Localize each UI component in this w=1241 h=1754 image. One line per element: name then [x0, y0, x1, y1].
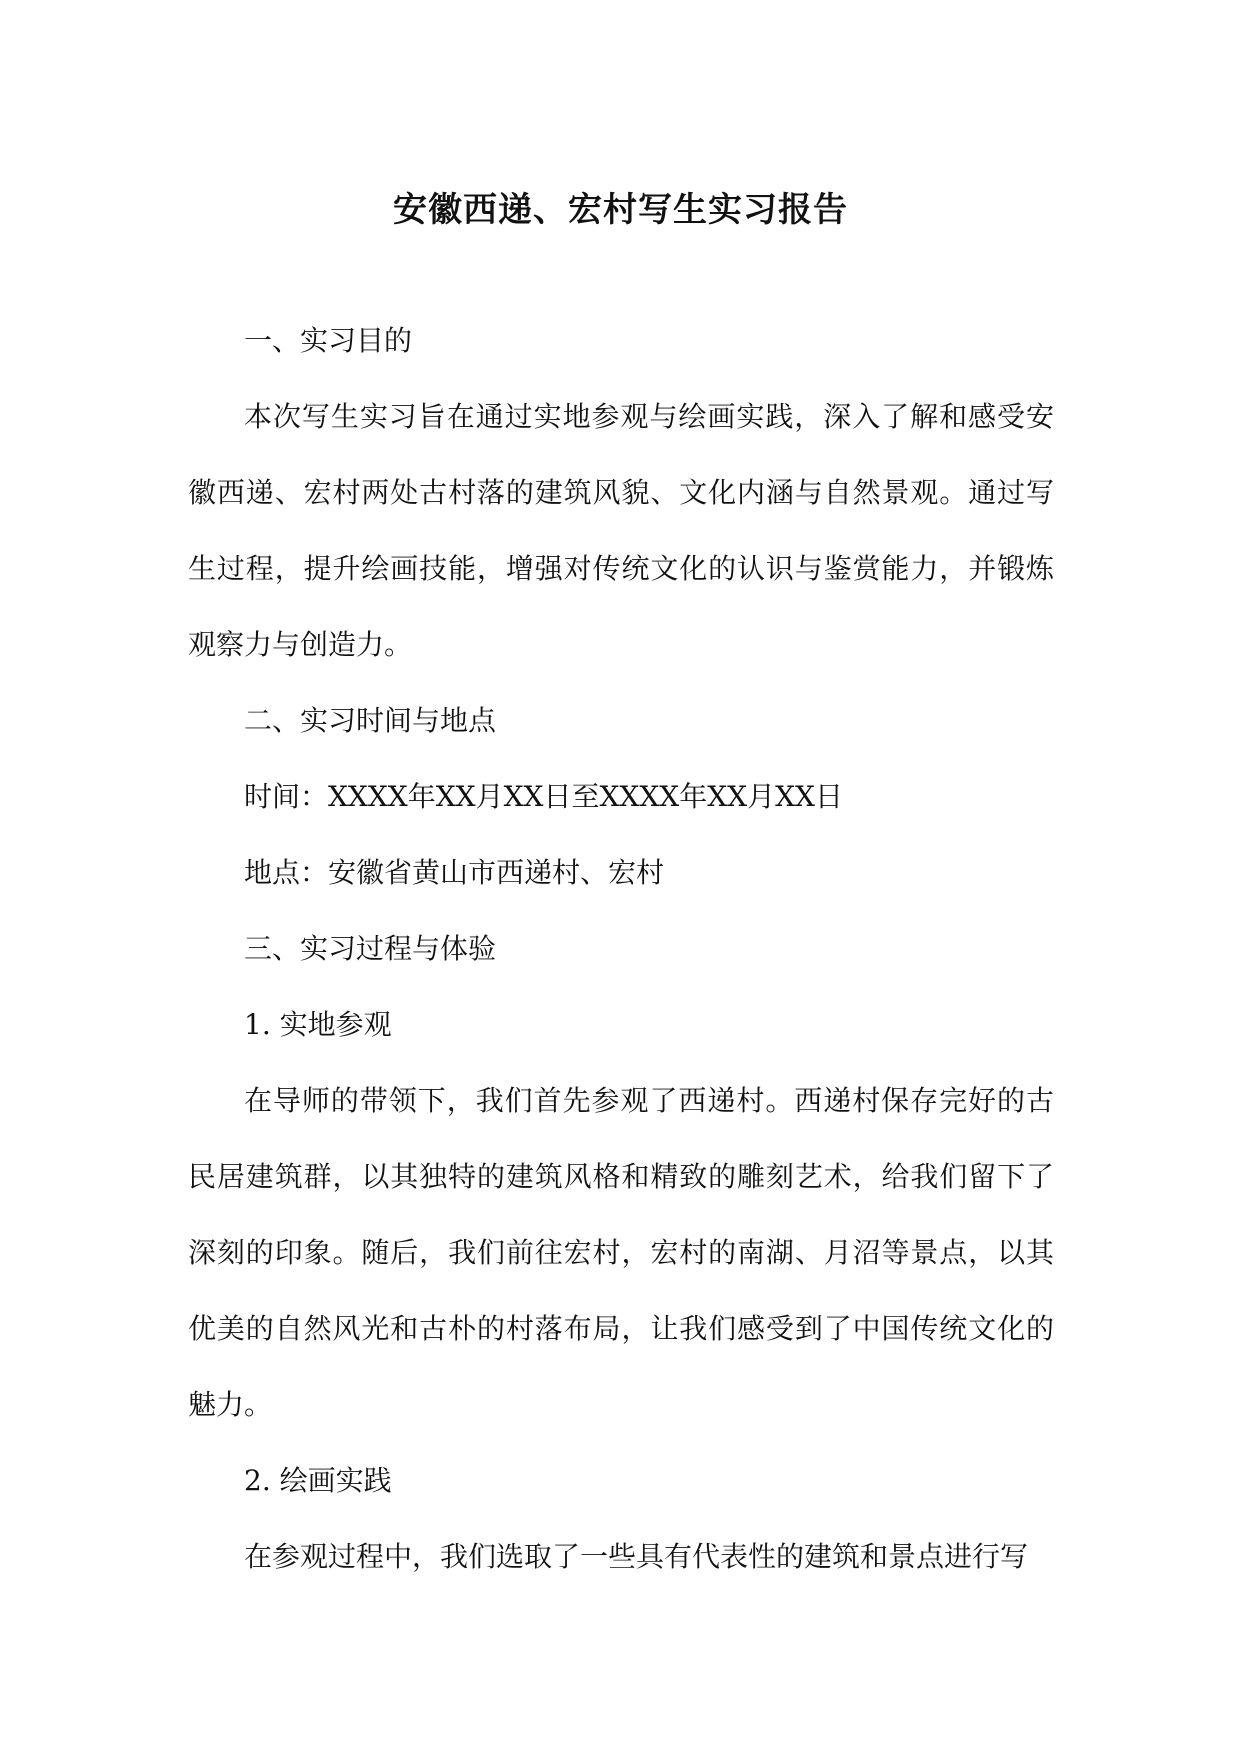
paragraph-site-visit: 在导师的带领下，我们首先参观了西递村。西递村保存完好的古民居建筑群，以其独特的建筑风格和精致的雕刻艺术，给我们留下了深刻的印象。随后，我们前往宏村，宏村的南湖、月沼等景点，以其优美的自然风光和古朴的村落布局，让我们感受到了中国传统文化的魅力。: [188, 1084, 1054, 1421]
paragraph-purpose: 本次写生实习旨在通过实地参观与绘画实践，深入了解和感受安徽西递、宏村两处古村落的建筑风貌、文化内涵与自然景观。通过写生过程，提升绘画技能，增强对传统文化的认识与鉴赏能力，并锻炼观察力与创造力。: [188, 400, 1054, 661]
section-heading-process: 三、实习过程与体验: [244, 932, 497, 965]
section-heading-time-place: 二、实习时间与地点: [244, 704, 497, 737]
document-body: [188, 303, 1054, 1595]
place-line: 地点：安徽省黄山市西递村、宏村: [244, 856, 665, 889]
paragraph-painting-practice: 在参观过程中，我们选取了一些具有代表性的建筑和景点进行写: [244, 1540, 1029, 1573]
subheading-painting-practice: 2. 绘画实践: [244, 1464, 392, 1497]
subheading-site-visit: 1. 实地参观: [244, 1008, 392, 1041]
document-title: 安徽西递、宏村写生实习报告: [393, 190, 848, 230]
section-heading-purpose: 一、实习目的: [244, 324, 413, 357]
time-line: 时间：XXXX年XX月XX日至XXXX年XX月XX日: [244, 780, 843, 813]
